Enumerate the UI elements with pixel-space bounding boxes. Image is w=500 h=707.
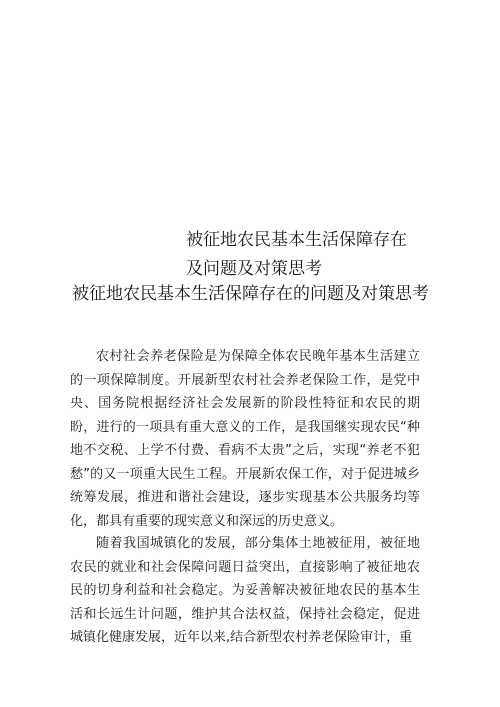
body-paragraph-1: 农村社会养老保险是为保障全体农民晚年基本生活建立的一项保障制度。开展新型农村社会养老保险工作，是党中央、国务院根据经济社会发展新的阶段性特征和农民的期盼，进行的一项具有重大意义的工作，是我国继实现农民“种地不交税、上学不付费、看病不太贵”之后，实现“养老不犯愁”的又一项重大民生工程。开展新农保工作，对于促进城乡统筹发展，推进和谐社会建设，逐步实现基本公共服务均等化，都具有重要的现实意义和深远的历史意义。 (70, 349, 420, 529)
title-line-1: 被征地农民基本生活保障存在 (186, 230, 407, 250)
title-line-2: 及问题及对策思考 (186, 259, 322, 279)
body-paragraph-2: 随着我国城镇化的发展，部分集体土地被征用，被征地农民的就业和社会保障问题日益突出，直接影响了被征地农民的切身利益和社会稳定。为妥善解决被征地农民的基本生活和长远生计问题，维护其合法权益，保持社会稳定，促进城镇化健康发展，近年以来,结合新型农村养老保险审计，重 (70, 536, 420, 645)
full-title: 被征地农民基本生活保障存在的问题及对策思考 (72, 284, 429, 304)
